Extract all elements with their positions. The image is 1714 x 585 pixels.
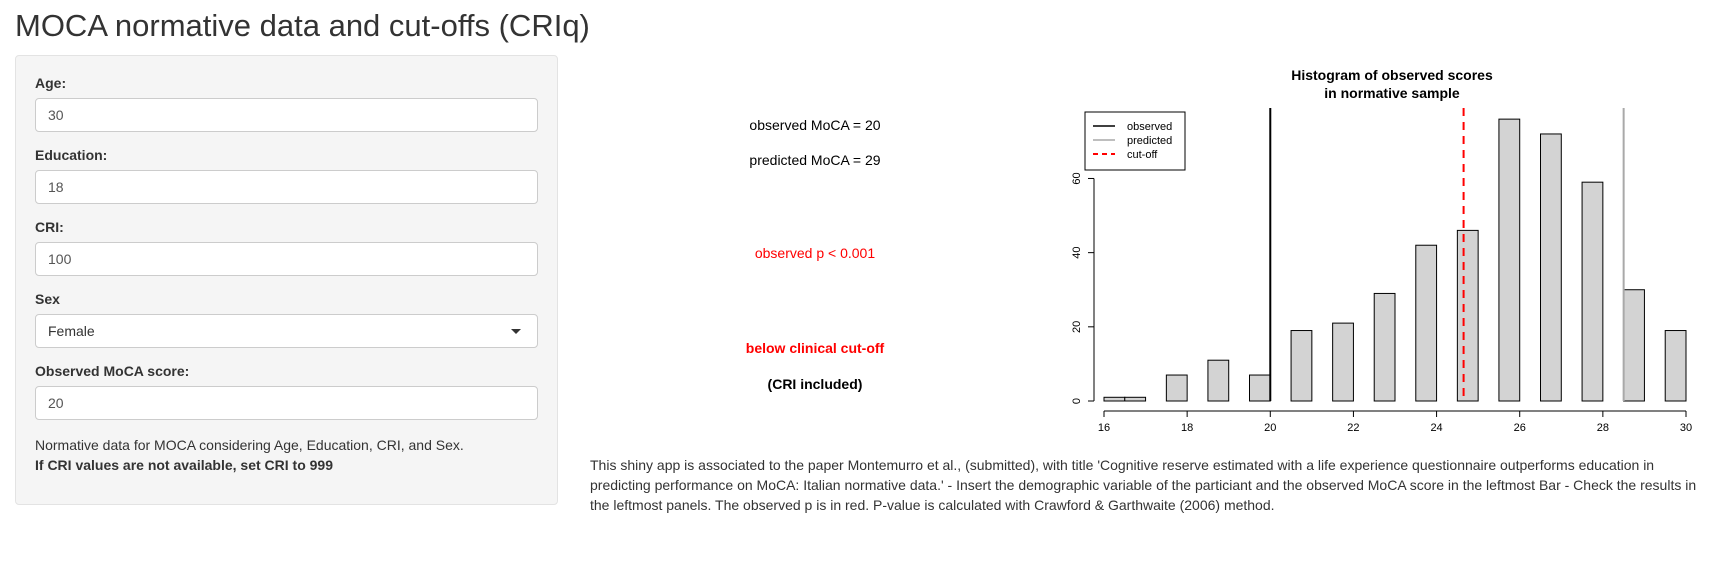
- chevron-down-icon: [511, 329, 521, 334]
- legend-label-observed: observed: [1127, 121, 1173, 133]
- histogram-bar-14: [1665, 331, 1686, 401]
- legend-label-predicted: predicted: [1127, 135, 1173, 147]
- histogram-bar-8: [1416, 245, 1437, 401]
- histogram-bar-12: [1582, 182, 1603, 401]
- histogram-bar-4: [1250, 375, 1271, 401]
- observed-moca-text: observed MoCA = 20: [749, 117, 881, 133]
- page-title: MOCA normative data and cut-offs (CRIq): [15, 8, 590, 43]
- histogram-bar-10: [1499, 119, 1520, 401]
- cri-note: If CRI values are not available, set CRI to 999: [35, 457, 333, 473]
- y-tick-label: 20: [1071, 320, 1083, 333]
- sex-field-group: [35, 291, 538, 348]
- chart-title-line1: Histogram of observed scores: [1291, 67, 1493, 83]
- x-tick-label: 26: [1513, 422, 1526, 434]
- bars-layer: [1104, 119, 1686, 401]
- x-tick-label: 18: [1181, 422, 1194, 434]
- predicted-moca-text: predicted MoCA = 29: [749, 152, 881, 168]
- histogram-bar-3: [1208, 360, 1229, 401]
- moca-score-input[interactable]: [35, 386, 538, 420]
- age-input[interactable]: [35, 98, 538, 132]
- x-tick-label: 20: [1264, 422, 1277, 434]
- histogram-chart: [1040, 58, 1700, 453]
- chart-title-line2: in normative sample: [1324, 85, 1460, 101]
- y-tick-label: 40: [1071, 246, 1083, 259]
- normative-note: Normative data for MOCA considering Age, Education, CRI, and Sex.: [35, 437, 464, 453]
- histogram-bar-5: [1291, 331, 1312, 401]
- app-description: This shiny app is associated to the paper Montemurro et al., (submitted), with title 'Cognitive reserve estimated with a life experience questionnaire outperforms education in predicting performance on MoCA: Italian normative data.' - Insert the demographic variable of the particiant and the observed MoCA score in the leftmost Bar - Check the results in the leftmost panels. The observed p is in red. P-value is calculated with Crawford & Garthwaite (2006) method.: [590, 457, 1697, 513]
- age-label: Age:: [35, 75, 67, 91]
- histogram-bar-7: [1374, 293, 1395, 401]
- input-panel: [15, 55, 558, 505]
- x-tick-label: 22: [1347, 422, 1360, 434]
- cri-input[interactable]: [35, 242, 538, 276]
- x-tick-label: 30: [1679, 422, 1693, 434]
- education-input[interactable]: [35, 170, 538, 204]
- histogram-bar-2: [1166, 375, 1187, 401]
- legend-label-cutoff: cut-off: [1127, 149, 1158, 161]
- chart-legend: [1085, 112, 1185, 170]
- reference-lines-layer: [1270, 108, 1623, 401]
- cri-status-text: (CRI included): [767, 376, 863, 392]
- y-tick-label: 0: [1071, 397, 1083, 405]
- education-label: Education:: [35, 147, 108, 163]
- y-tick-label: 60: [1071, 172, 1083, 185]
- cri-field-group: [35, 219, 538, 276]
- x-tick-label: 28: [1596, 422, 1609, 434]
- histogram-bar-9: [1457, 230, 1478, 401]
- histogram-bar-0: [1104, 397, 1125, 401]
- moca-label: Observed MoCA score:: [35, 363, 190, 379]
- cri-label: CRI:: [35, 219, 64, 235]
- moca-field-group: [35, 363, 538, 420]
- sex-selected-value: Female: [48, 323, 95, 339]
- p-value-text: observed p < 0.001: [754, 245, 876, 261]
- sex-select[interactable]: [35, 314, 538, 348]
- x-tick-label: 16: [1097, 422, 1111, 434]
- histogram-bar-13: [1624, 290, 1645, 401]
- histogram-bar-11: [1541, 134, 1562, 401]
- cutoff-status-text: below clinical cut-off: [745, 340, 885, 356]
- x-tick-label: 24: [1430, 422, 1443, 434]
- histogram-bar-1: [1125, 397, 1146, 401]
- education-field-group: [35, 147, 538, 204]
- age-field-group: [35, 75, 538, 132]
- histogram-bar-6: [1333, 323, 1354, 401]
- sex-label: Sex: [35, 291, 60, 307]
